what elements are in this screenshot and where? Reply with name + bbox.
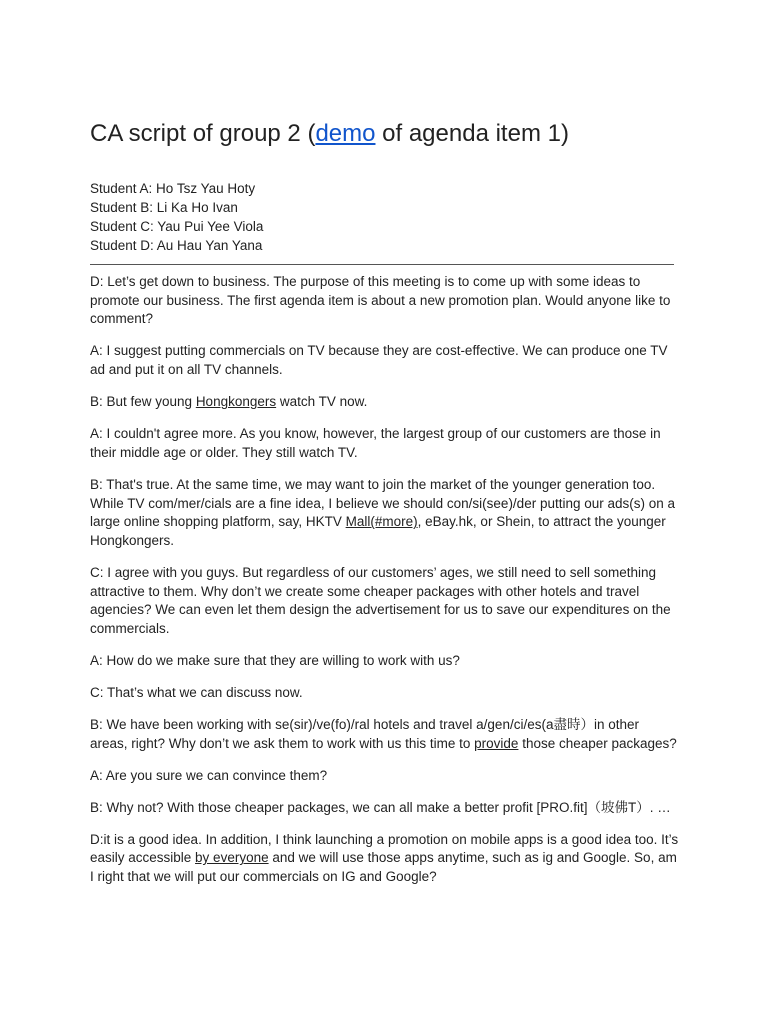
demo-link[interactable]: demo bbox=[315, 120, 376, 147]
student-a: Student A: Ho Tsz Yau Hoty bbox=[90, 181, 256, 196]
dialogue-line-12 bbox=[90, 831, 680, 887]
dialogue-line-5 bbox=[90, 476, 680, 551]
dialogue-script bbox=[90, 273, 680, 900]
horizontal-divider bbox=[90, 264, 674, 265]
student-b: Student B: Li Ka Ho Ivan bbox=[90, 200, 238, 215]
line-5-text-b: , eBay.hk, or Shein, to attract the younger Hongkongers. bbox=[90, 514, 666, 548]
line-9-text-a: B: We have been working with se(sir)/ve(fo)/ral hotels and travel a/gen/ci/es(a盡時）in other areas, right? Why don’t we ask them to work with us this time to bbox=[90, 717, 639, 751]
page-title bbox=[90, 118, 569, 150]
provide-underlined: provide bbox=[474, 735, 519, 751]
title-prefix: CA script of group 2 ( bbox=[90, 120, 316, 147]
dialogue-line-2: A: I suggest putting commercials on TV because they are cost-effective. We can produce one TV ad and put it on all TV channels. bbox=[90, 343, 668, 378]
dialogue-line-11: B: Why not? With those cheaper packages, we can all make a better profit [PRO.fit]（坡佛T）. … bbox=[90, 799, 671, 815]
mall-underlined: Mall(#more) bbox=[345, 514, 418, 530]
dialogue-line-6: C: I agree with you guys. But regardless of our customers’ ages, we still need to sell something attractive to them. Why don’t we create some cheaper packages with other hotels and travel agencies? We can even let them design the advertisement for us to save our expenditures on the commercials. bbox=[90, 564, 671, 637]
dialogue-line-8: C: That’s what we can discuss now. bbox=[90, 685, 303, 701]
dialogue-line-1: D: Let’s get down to business. The purpose of this meeting is to come up with some ideas to promote our business. The first agenda item is about a new promotion plan. Would anyone like to comment? bbox=[90, 274, 671, 327]
line-5-text-a: B: That's true. At the same time, we may want to join the market of the younger generation too. While TV com/mer/cials are a fine idea, I believe we should con/si(see)/der putting our ads(s) on a large online shopping platform, say, HKTV bbox=[90, 476, 676, 530]
by-everyone-underlined: by everyone bbox=[195, 850, 269, 866]
line-3-text-a: B: But few young bbox=[90, 394, 196, 410]
line-3-text-b: watch TV now. bbox=[276, 394, 368, 410]
dialogue-line-10: A: Are you sure we can convince them? bbox=[90, 767, 328, 783]
student-list bbox=[90, 179, 263, 255]
title-suffix: of agenda item 1) bbox=[375, 120, 569, 147]
hongkongers-underlined: Hongkongers bbox=[195, 394, 277, 410]
dialogue-line-3 bbox=[90, 393, 680, 412]
line-9-text-b: those cheaper packages? bbox=[518, 735, 677, 751]
student-c: Student C: Yau Pui Yee Viola bbox=[90, 219, 264, 234]
line-12-text-a: D:it is a good idea. In addition, I think launching a promotion on mobile apps is a good idea too. It’s easily accessible bbox=[90, 831, 679, 866]
line-12-text-b: and we will use those apps anytime, such as ig and Google. So, am I right that we will put our commercials on IG and Google? bbox=[90, 850, 677, 885]
dialogue-line-7: A: How do we make sure that they are willing to work with us? bbox=[90, 653, 460, 669]
dialogue-line-4: A: I couldn't agree more. As you know, however, the largest group of our customers are those in their middle age or older. They still watch TV. bbox=[90, 426, 661, 460]
dialogue-line-9 bbox=[90, 716, 680, 753]
student-d: Student D: Au Hau Yan Yana bbox=[90, 238, 263, 253]
